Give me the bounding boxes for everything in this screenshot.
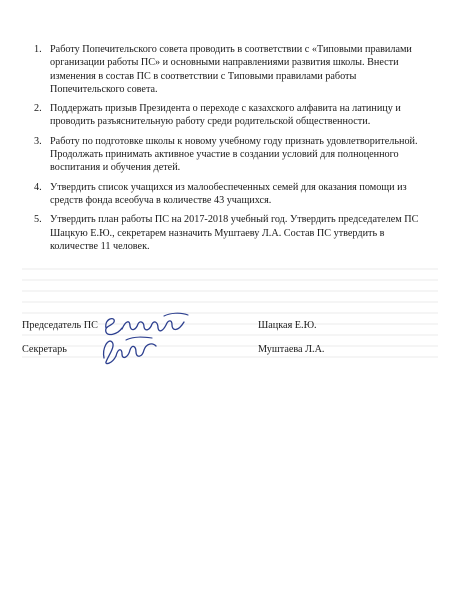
item-number: 4. — [34, 181, 42, 193]
chair-role-label: Председатель ПС — [22, 320, 98, 331]
item-number: 2. — [34, 103, 42, 115]
resolution-item-3 — [0, 135, 450, 175]
chair-signature-row — [0, 316, 450, 338]
secretary-handwritten-signature — [96, 334, 160, 366]
resolution-list — [0, 43, 450, 259]
resolution-item-4 — [0, 181, 450, 208]
item-text: Поддержать призыв Президента о переходе с казахского алфавита на латиницу и проводить разъяснительную работу среди родительской общественности. — [50, 103, 401, 128]
resolution-item-1 — [0, 43, 450, 96]
item-text: Утвердить план работы ПС на 2017-2018 учебный год. Утвердить председателем ПС Шацкую Е.Ю., секретарем назначить Муштаеву Л.А. Состав ПС утвердить в количестве 11 человек. — [50, 214, 419, 252]
resolution-item-5 — [0, 213, 450, 253]
item-text: Утвердить список учащихся из малообеспеченных семей для оказания помощи из средств фонда всеобуча в количестве 43 учащихся. — [50, 181, 407, 206]
item-text: Работу Попечительского совета проводить в соответствии с «Типовыми правилами организации работы ПС» и основными направлениями развития школы. Внести изменения в состав ПС в соответствии с Типовыми правилами работы Попечительского совета. — [50, 44, 412, 95]
resolution-item-2 — [0, 102, 450, 129]
item-number: 5. — [34, 214, 42, 226]
secretary-name: Муштаева Л.А. — [258, 344, 325, 355]
secretary-signature-row — [0, 340, 450, 362]
secretary-role-label: Секретарь — [22, 344, 67, 355]
item-text: Работу по подготовке школы к новому учебному году признать удовлетворительной. Продолжать принимать активное участие в создании условий для полноценного воспитания и обучения детей. — [50, 135, 418, 174]
chair-name: Шацкая Е.Ю. — [258, 320, 317, 331]
item-number: 3. — [34, 135, 42, 147]
item-number: 1. — [34, 44, 42, 55]
